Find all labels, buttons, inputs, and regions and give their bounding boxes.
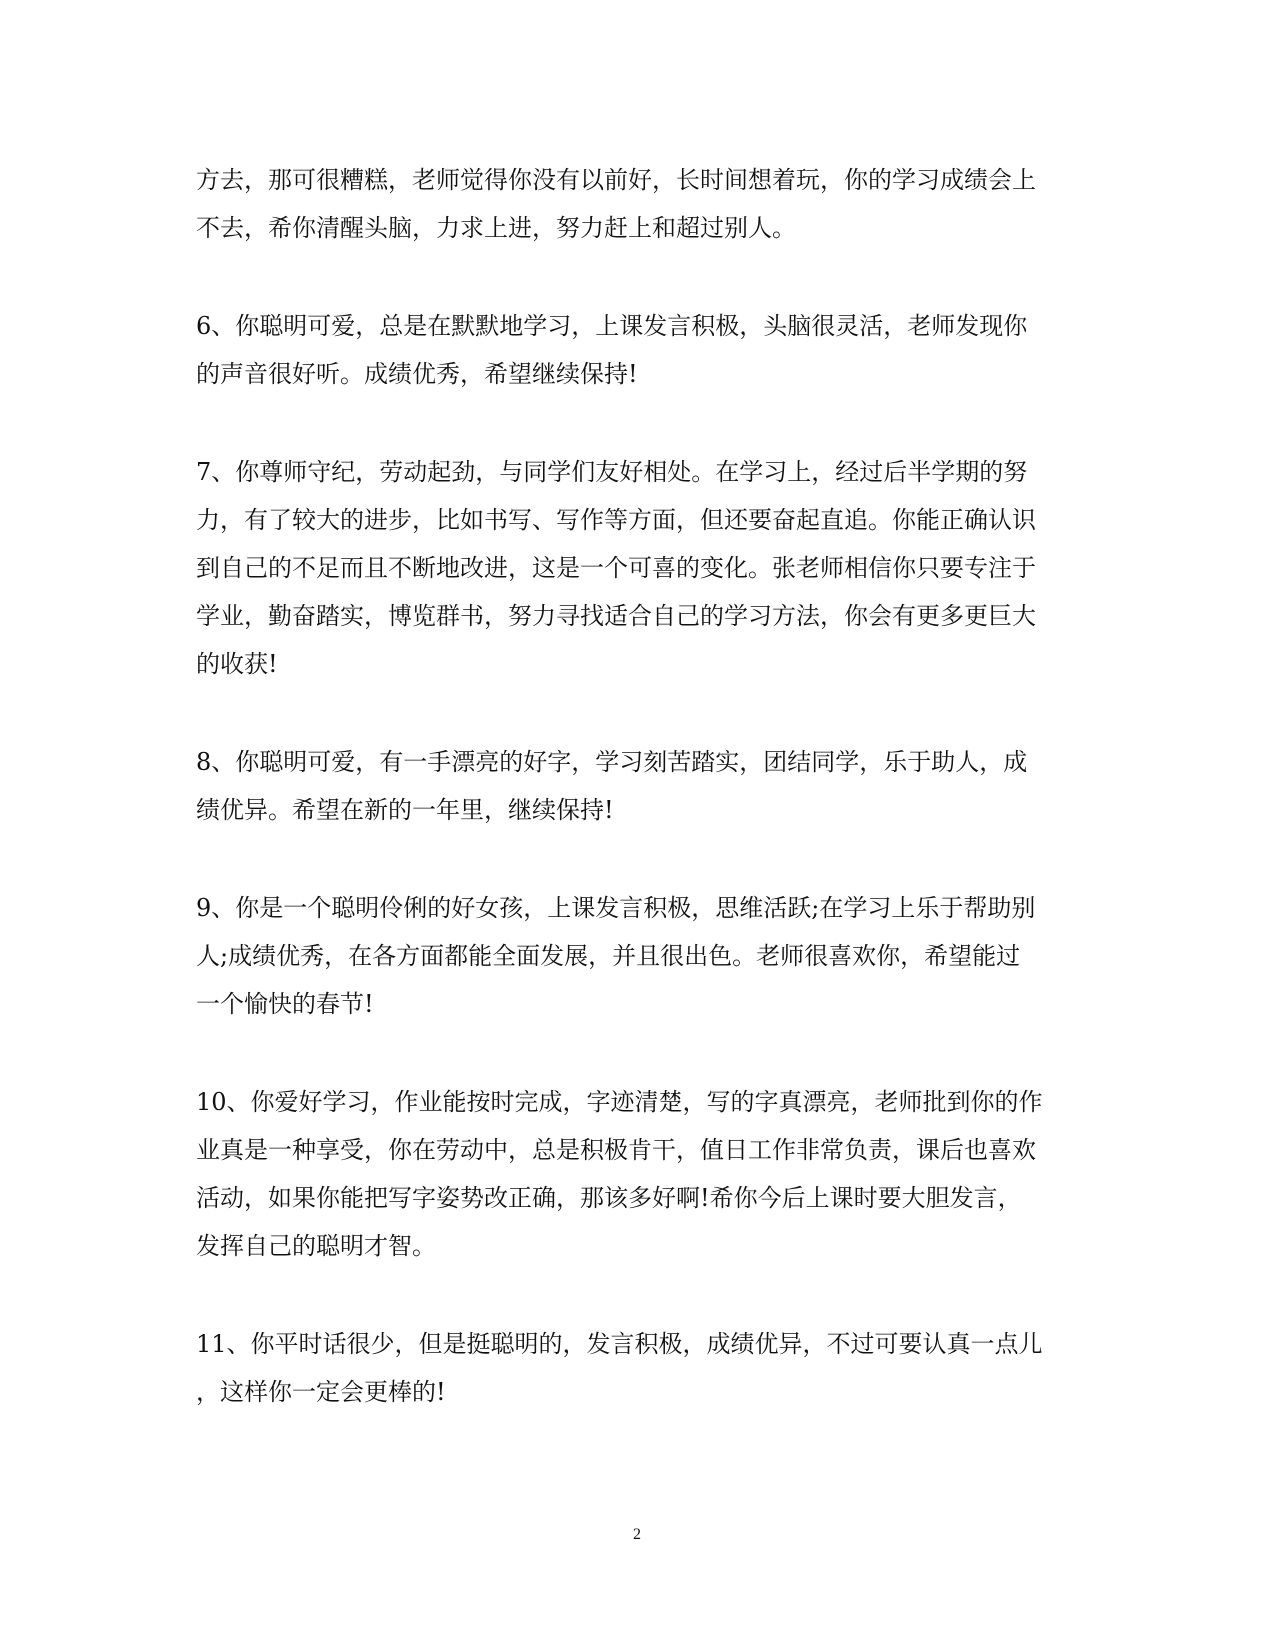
- text-line: 业真是一种享受，你在劳动中，总是积极肯干，值日工作非常负责，课后也喜欢: [196, 1136, 1036, 1164]
- page-number: 2: [633, 1526, 641, 1543]
- text-line: 人;成绩优秀，在各方面都能全面发展，并且很出色。老师很喜欢你，希望能过: [196, 942, 1021, 970]
- text-line: 6、你聪明可爱，总是在默默地学习，上课发言积极，头脑很灵活，老师发现你: [196, 312, 1028, 340]
- text-line: 活动，如果你能把写字姿势改正确，那该多好啊!希你今后上课时要大胆发言，: [196, 1184, 1022, 1212]
- paragraph-item-6: [196, 302, 1076, 398]
- text-line: 9、你是一个聪明伶俐的好女孩，上课发言积极，思维活跃;在学习上乐于帮助别: [196, 894, 1036, 922]
- text-line: 方去，那可很糟糕，老师觉得你没有以前好，长时间想着玩，你的学习成绩会上: [196, 166, 1036, 194]
- paragraph-item-11: [196, 1320, 1076, 1416]
- text-line: 到自己的不足而且不断地改进，这是一个可喜的变化。张老师相信你只要专注于: [196, 554, 1036, 582]
- text-line: 10、你爱好学习，作业能按时完成，字迹清楚，写的字真漂亮，老师批到你的作: [196, 1088, 1043, 1116]
- text-line: 11、你平时话很少，但是挺聪明的，发言积极，成绩优异，不过可要认真一点儿: [196, 1330, 1043, 1358]
- text-line: 学业，勤奋踏实，博览群书，努力寻找适合自己的学习方法，你会有更多更巨大: [196, 602, 1036, 630]
- text-line: ，这样你一定会更棒的!: [196, 1378, 446, 1406]
- text-line: 发挥自己的聪明才智。: [196, 1232, 436, 1260]
- text-line: 的收获!: [196, 650, 278, 678]
- text-line: 8、你聪明可爱，有一手漂亮的好字，学习刻苦踏实，团结同学，乐于助人，成: [196, 748, 1028, 776]
- paragraph-item-7: [196, 448, 1076, 688]
- text-line: 一个愉快的春节!: [196, 990, 374, 1018]
- text-line: 力，有了较大的进步，比如书写、写作等方面，但还要奋起直追。你能正确认识: [196, 506, 1036, 534]
- paragraph-continued: [196, 156, 1076, 252]
- text-line: 绩优异。希望在新的一年里，继续保持!: [196, 796, 614, 824]
- paragraph-item-9: [196, 884, 1076, 1028]
- text-line: 7、你尊师守纪，劳动起劲，与同学们友好相处。在学习上，经过后半学期的努: [196, 458, 1028, 486]
- text-line: 不去，希你清醒头脑，力求上进，努力赶上和超过别人。: [196, 214, 796, 242]
- text-line: 的声音很好听。成绩优秀，希望继续保持!: [196, 360, 638, 388]
- paragraph-item-8: [196, 738, 1076, 834]
- paragraph-item-10: [196, 1078, 1076, 1270]
- document-body: [196, 156, 1076, 1466]
